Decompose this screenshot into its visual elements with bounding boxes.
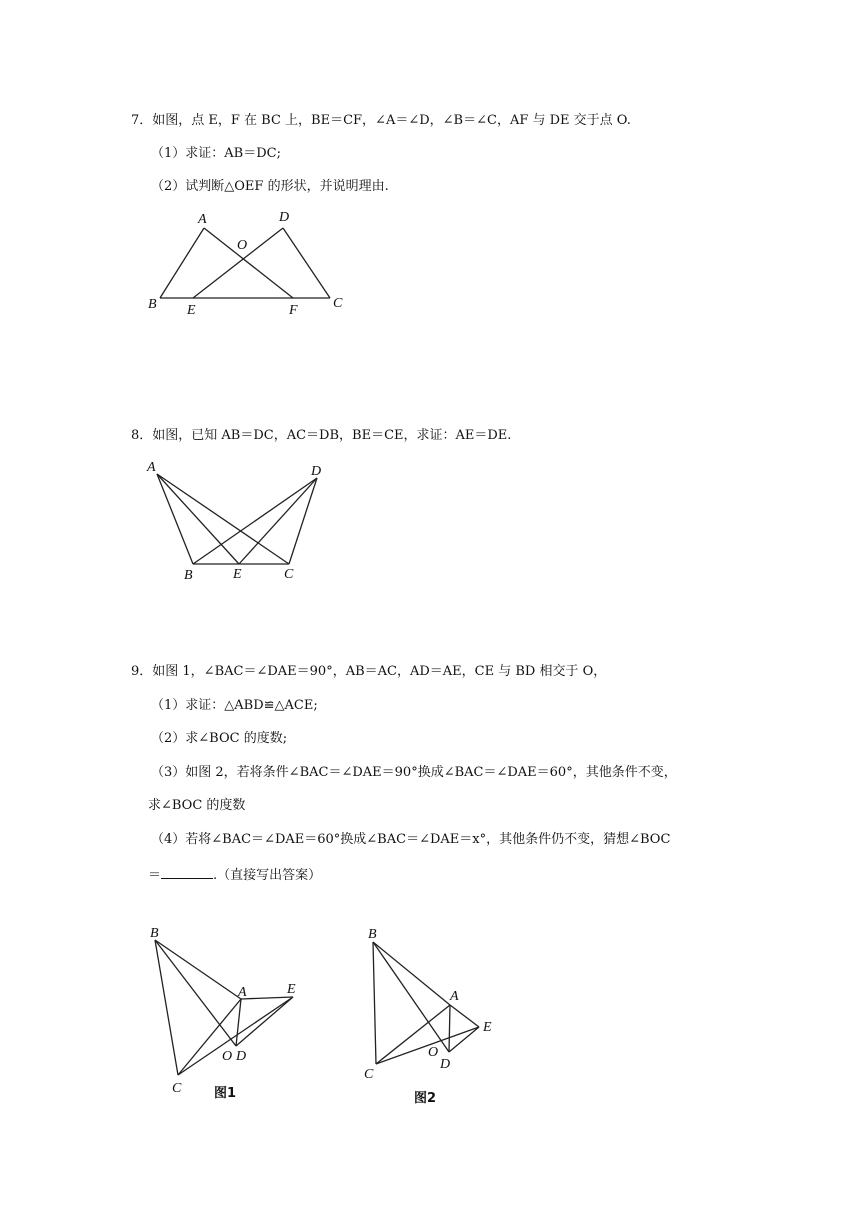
segment-ba <box>373 942 450 1005</box>
label-c: C <box>364 1067 374 1082</box>
label-o: O <box>428 1045 439 1060</box>
q7-part2: （2）试判断△OEF 的形状，并说明理由. <box>151 179 389 194</box>
segment-ad <box>449 1005 450 1052</box>
segment-ac <box>376 1005 450 1064</box>
q9-part3-a: （3）如图 2，若将条件∠BAC＝∠DAE＝90°换成∠BAC＝∠DAE＝60°，其他条件不变， <box>151 765 677 780</box>
q9-part4-tail: .（直接写出答案） <box>213 868 322 883</box>
q9-part4-equals: ＝ <box>148 868 162 883</box>
segment-ad <box>236 999 241 1046</box>
label-d: D <box>440 1057 451 1072</box>
q8-figure <box>140 455 340 585</box>
label-b: B <box>184 568 193 583</box>
label-a: A <box>238 985 247 1000</box>
q9-part3-b: 求∠BOC 的度数 <box>148 798 246 813</box>
label-c: C <box>172 1081 182 1096</box>
q9-part4-b <box>148 865 321 885</box>
q7-part1: （1）求证：AB＝DC; <box>151 146 281 161</box>
segment-ac <box>157 474 289 564</box>
label-e: E <box>483 1020 492 1035</box>
label-a: A <box>198 212 207 227</box>
segment-ab <box>160 228 204 298</box>
label-b: B <box>148 297 157 312</box>
segment-de <box>236 997 293 1046</box>
caption-fig2: 图2 <box>414 1091 437 1106</box>
label-o: O <box>222 1049 233 1064</box>
segment-bd <box>155 940 236 1046</box>
caption-fig1: 图1 <box>214 1086 237 1101</box>
segment-dc <box>283 228 330 298</box>
q9-figure-1 <box>140 920 310 1105</box>
q9-figure-2 <box>355 920 505 1110</box>
segment-af <box>204 228 293 298</box>
label-e: E <box>187 303 196 318</box>
label-b: B <box>150 926 159 941</box>
segment-de <box>449 1027 479 1052</box>
q9-stem: 9．如图 1，∠BAC＝∠DAE＝90°，AB＝AC，AD＝AE，CE 与 BD 相交于 O， <box>131 664 607 679</box>
answer-blank <box>161 865 213 879</box>
label-c: C <box>284 567 294 582</box>
segment-dc <box>289 478 317 564</box>
label-e: E <box>233 567 242 582</box>
q9-part1: （1）求证：△ABD≌△ACE; <box>151 698 318 713</box>
segment-db <box>193 478 317 564</box>
label-c: C <box>333 296 343 311</box>
label-a: A <box>147 460 156 475</box>
q7-stem: 7．如图，点 E，F 在 BC 上，BE＝CF，∠A＝∠D，∠B＝∠C，AF 与 DE 交于点 O. <box>131 113 631 128</box>
q9-part2: （2）求∠BOC 的度数; <box>151 731 288 746</box>
segment-bc <box>155 940 178 1075</box>
q9-part4-a: （4）若将∠BAC＝∠DAE＝60°换成∠BAC＝∠DAE＝x°，其他条件仍不变，猜想∠BOC <box>151 832 671 847</box>
q7-figure <box>140 200 370 325</box>
label-d: D <box>279 210 290 225</box>
segment-ab <box>157 474 193 564</box>
segment-ae <box>241 997 293 999</box>
segment-bc <box>373 942 376 1064</box>
segment-ba <box>155 940 241 999</box>
label-a: A <box>450 989 459 1004</box>
segment-de <box>239 478 317 564</box>
label-f: F <box>289 303 298 318</box>
label-o: O <box>237 238 248 253</box>
q8-stem: 8．如图，已知 AB＝DC，AC＝DB，BE＝CE，求证：AE＝DE. <box>131 428 512 443</box>
label-d: D <box>236 1049 247 1064</box>
label-d: D <box>311 464 322 479</box>
label-b: B <box>368 927 377 942</box>
segment-ae <box>157 474 239 564</box>
segment-ae <box>450 1005 479 1027</box>
label-e: E <box>287 982 296 997</box>
